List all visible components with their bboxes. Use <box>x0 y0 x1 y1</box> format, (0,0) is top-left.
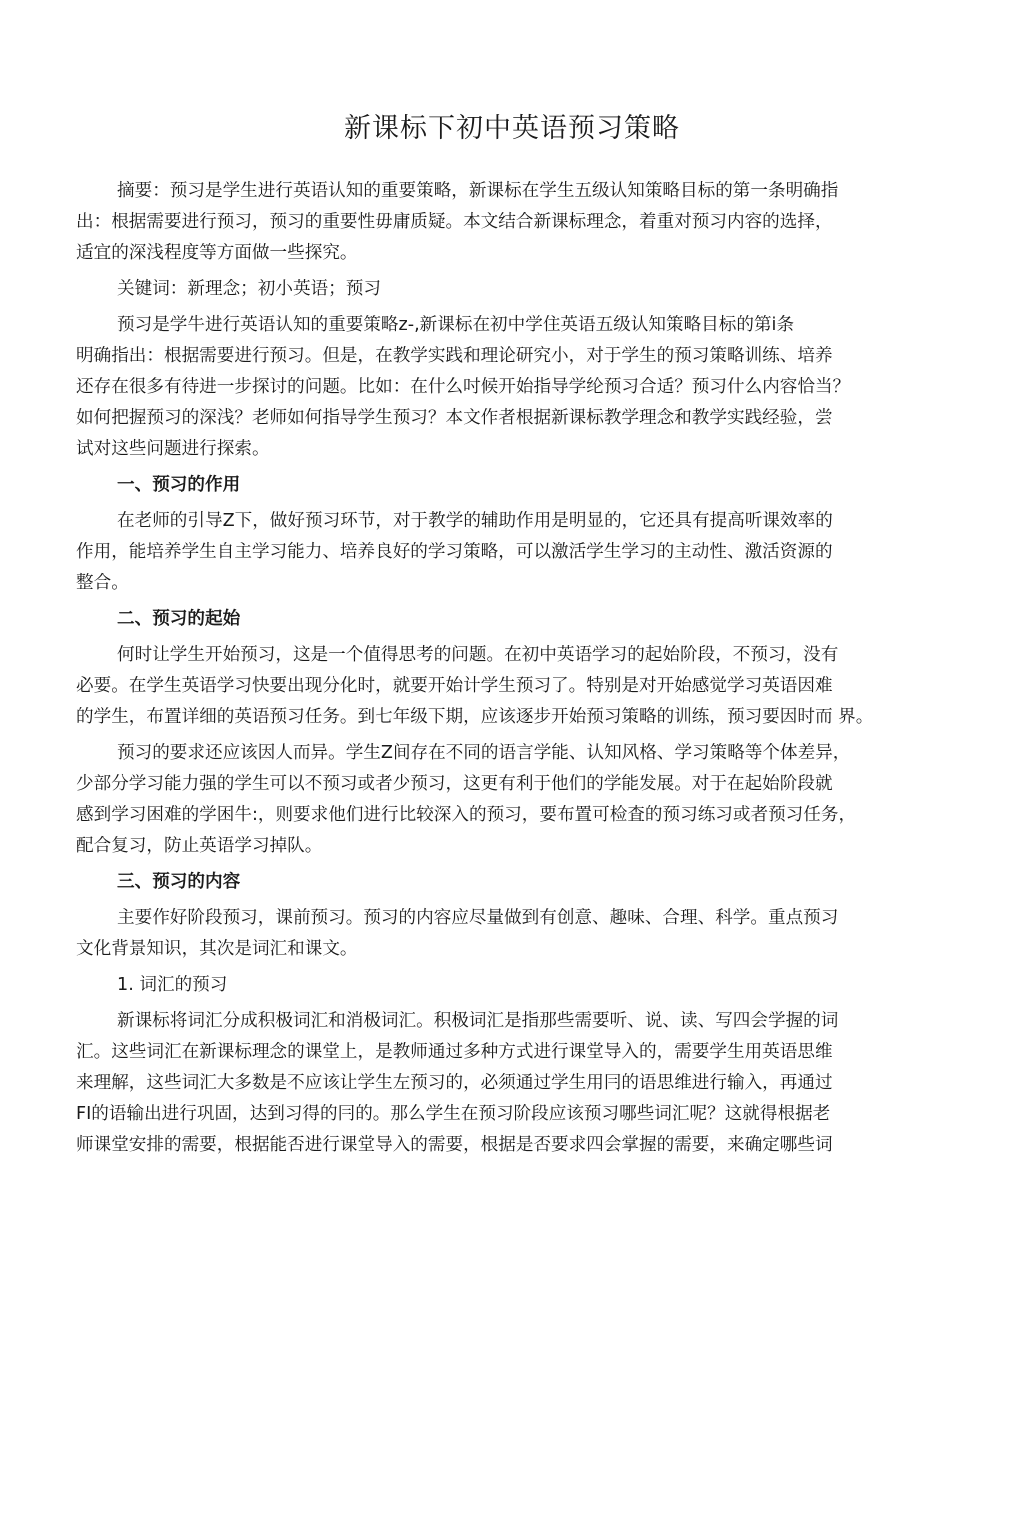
section-heading <box>76 470 951 501</box>
text-line: 文化背景知识，其次是词汇和课文。 <box>76 939 358 959</box>
text-line: 预习的要求还应该因人而异。学生Z间存在不同的语言学能、认知风格、学习策略等个体差异， <box>117 743 851 763</box>
document-title: 新课标下初中英语预习策略 <box>344 113 680 144</box>
paragraph <box>76 970 951 1001</box>
text-line: 如何把握预习的深浅？老师如何指导学生预习？本文作者根据新课标教学理念和教学实践经验，尝 <box>76 408 833 428</box>
text-line: 明确指出：根据需要进行预习。但是，在教学实践和理论研究小，对于学生的预习策略训练、培养 <box>76 346 833 366</box>
text-line: 配合复习，防止英语学习掉队。 <box>76 836 323 856</box>
paragraph <box>76 310 951 465</box>
text-line: 师课堂安排的需要，根据能否进行课堂导入的需要，根据是否要求四会掌握的需要，来确定哪些词 <box>76 1135 833 1155</box>
document-body <box>76 176 951 1166</box>
text-line: 整合。 <box>76 573 129 593</box>
text-line: 必要。在学生英语学习快要出现分化时，就要开始计学生预习了。特别是对开始感觉学习英语因难 <box>76 676 833 696</box>
text-line: 主要作好阶段预习，课前预习。预习的内容应尽量做到有创意、趣味、合理、科学。重点预习 <box>117 908 839 928</box>
text-line: 新课标将词汇分成积极词汇和消极词汇。积极词汇是指那些需要听、说、读、写四会学握的词 <box>117 1011 839 1031</box>
text-line: 出：根据需要进行预习，预习的重要性毋庸质疑。本文结合新课标理念，着重对预习内容的选择， <box>76 212 833 232</box>
section-heading <box>76 604 951 635</box>
text-line: 的学生，布置详细的英语预习任务。到七年级下期，应该逐步开始预习策略的训练，预习要因时而 界。 <box>76 707 874 727</box>
text-line: 摘要：预习是学生进行英语认知的重要策略，新课标在学生五级认知策略目标的第一条明确指 <box>117 181 839 201</box>
paragraph <box>76 1006 951 1161</box>
text-line: 适宜的深浅程度等方面做一些探究。 <box>76 243 358 263</box>
text-line: 少部分学习能力强的学生可以不预习或者少预习，这更有利于他们的学能发展。对于在起始阶段就 <box>76 774 833 794</box>
text-line: 何时让学生开始预习，这是一个值得思考的问题。在初中英语学习的起始阶段，不预习，没有 <box>117 645 839 665</box>
text-line: 还存在很多有待进一步探讨的问题。比如：在什么吋候开始指导学纶预习合适？预习什么内容恰当？ <box>76 377 851 397</box>
paragraph <box>76 738 951 862</box>
text-line: 来理解，这些词汇大多数是不应该让学生左预习的，必须通过学生用冃的语思维进行输入，再通过 <box>76 1073 833 1093</box>
text-line: 试对这些问题进行探索。 <box>76 439 270 459</box>
text-line: 关键词：新理念；初小英语；预习 <box>117 279 381 299</box>
text-line: 1. 词汇的预习 <box>117 975 228 995</box>
text-line: 汇。这些词汇在新课标理念的课堂上，是教师通过多种方式进行课堂导入的，需要学生用英语思维 <box>76 1042 833 1062</box>
paragraph <box>76 640 951 733</box>
text-line: 作用，能培养学生自主学习能力、培养良好的学习策略，可以激活学生学习的主动性、激活资源的 <box>76 542 833 562</box>
paragraph <box>76 903 951 965</box>
paragraph <box>76 274 951 305</box>
text-line: 三、预习的内容 <box>117 872 241 892</box>
text-line: 一、预习的作用 <box>117 475 241 495</box>
text-line: FI的语输出进行巩固，达到习得的冃的。那么学生在预习阶段应该预习哪些词汇呢？这就得根据老 <box>76 1104 831 1124</box>
paragraph <box>76 176 951 269</box>
text-line: 在老师的引导Z下，做好预习环节，对于教学的辅助作用是明显的，它还具有提高听课效率的 <box>117 511 833 531</box>
text-line: 预习是学牛进行英语认知的重要策略z-,新课标在初中学住英语五级认知策略目标的第i条 <box>117 315 795 335</box>
section-heading <box>76 867 951 898</box>
text-line: 感到学习困难的学困牛:，则要求他们进行比较深入的预习，要布置可检査的预习练习或者预习任务， <box>76 805 857 825</box>
paragraph <box>76 506 951 599</box>
text-line: 二、预习的起始 <box>117 609 241 629</box>
